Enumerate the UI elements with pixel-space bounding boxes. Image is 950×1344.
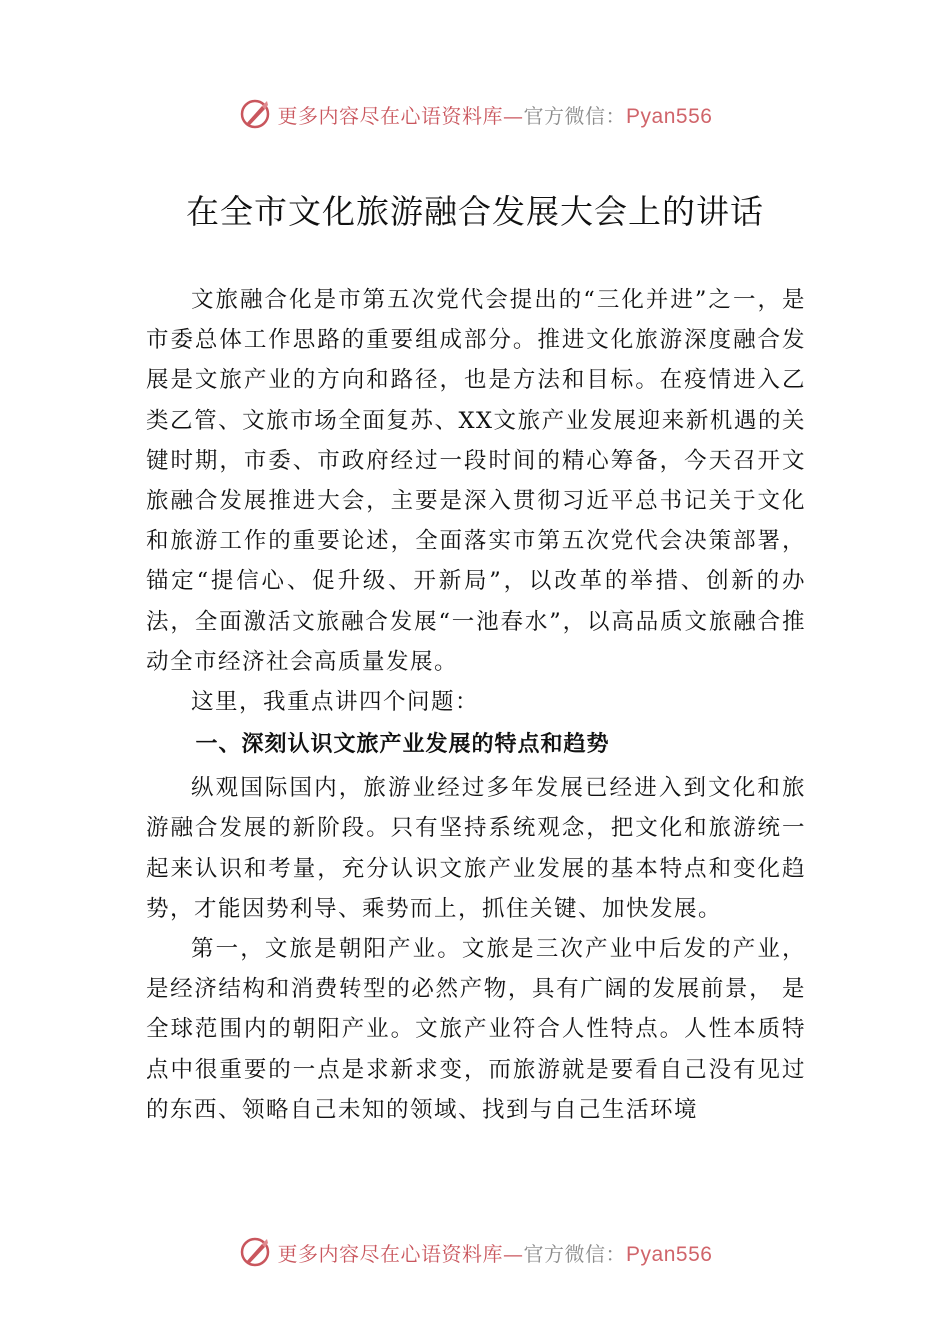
watermark-label: 官方微信：: [523, 103, 627, 128]
paragraph-intro: 文旅融合化是市第五次党代会提出的“三化并进”之一，是市委总体工作思路的重要组成部分。推进文化旅游深度融合发展是文旅产业的方向和路径，也是方法和目标。在疫情进入乙类乙管、文旅市场全面复苏、XX文旅产业发展迎来新机遇的关键时期，市委、市政府经过一段时间的精心筹备，今天召开文旅融合发展推进大会，主要是深入贯彻习近平总书记关于文化和旅游工作的重要论述，全面落实市第五次党代会决策部署，锚定“提信心、促升级、开新局”，以改革的举措、创新的办法，全面激活文旅融合发展“一池春水”，以高品质文旅融合推动全市经济社会高质量发展。: [146, 287, 806, 675]
watermark-header: [0, 94, 950, 134]
quill-logo-icon: [238, 97, 272, 131]
watermark-separator: —: [503, 1241, 524, 1266]
watermark-brand: 更多内容尽在心语资料库: [277, 1241, 504, 1266]
paragraph-first-point: 第一，文旅是朝阳产业。文旅是三次产业中后发的产业，是经济结构和消费转型的必然产物，具有广阔的发展前景， 是全球范围内的朝阳产业。文旅产业符合人性特点。人性本质特点中很重要的一点是求新求变，而旅游就是要看自己没有见过的东西、领略自己未知的领域、找到与自己生活环境: [146, 936, 806, 1123]
document-title: 在全市文化旅游融合发展大会上的讲话: [186, 192, 764, 231]
watermark-text: [278, 100, 713, 129]
watermark-separator: —: [503, 103, 524, 128]
watermark-brand: 更多内容尽在心语资料库: [277, 103, 504, 128]
document-body: [146, 280, 806, 1130]
watermark-label: 官方微信：: [523, 1241, 627, 1266]
paragraph-overview: 纵观国际国内，旅游业经过多年发展已经进入到文化和旅游融合发展的新阶段。只有坚持系统观念，把文化和旅游统一起来认识和考量，充分认识文旅产业发展的基本特点和变化趋势，才能因势利导、乘势而上，抓住关键、加快发展。: [146, 775, 806, 922]
watermark-text: [278, 1238, 713, 1267]
section-heading-1: 一、深刻认识文旅产业发展的特点和趋势: [195, 732, 610, 758]
watermark-footer: [0, 1232, 950, 1272]
quill-logo-icon: [238, 1235, 272, 1269]
paragraph-four-issues: 这里，我重点讲四个问题：: [191, 689, 480, 716]
watermark-wechat-id: Pyan556: [626, 104, 713, 128]
watermark-wechat-id: Pyan556: [626, 1242, 713, 1266]
